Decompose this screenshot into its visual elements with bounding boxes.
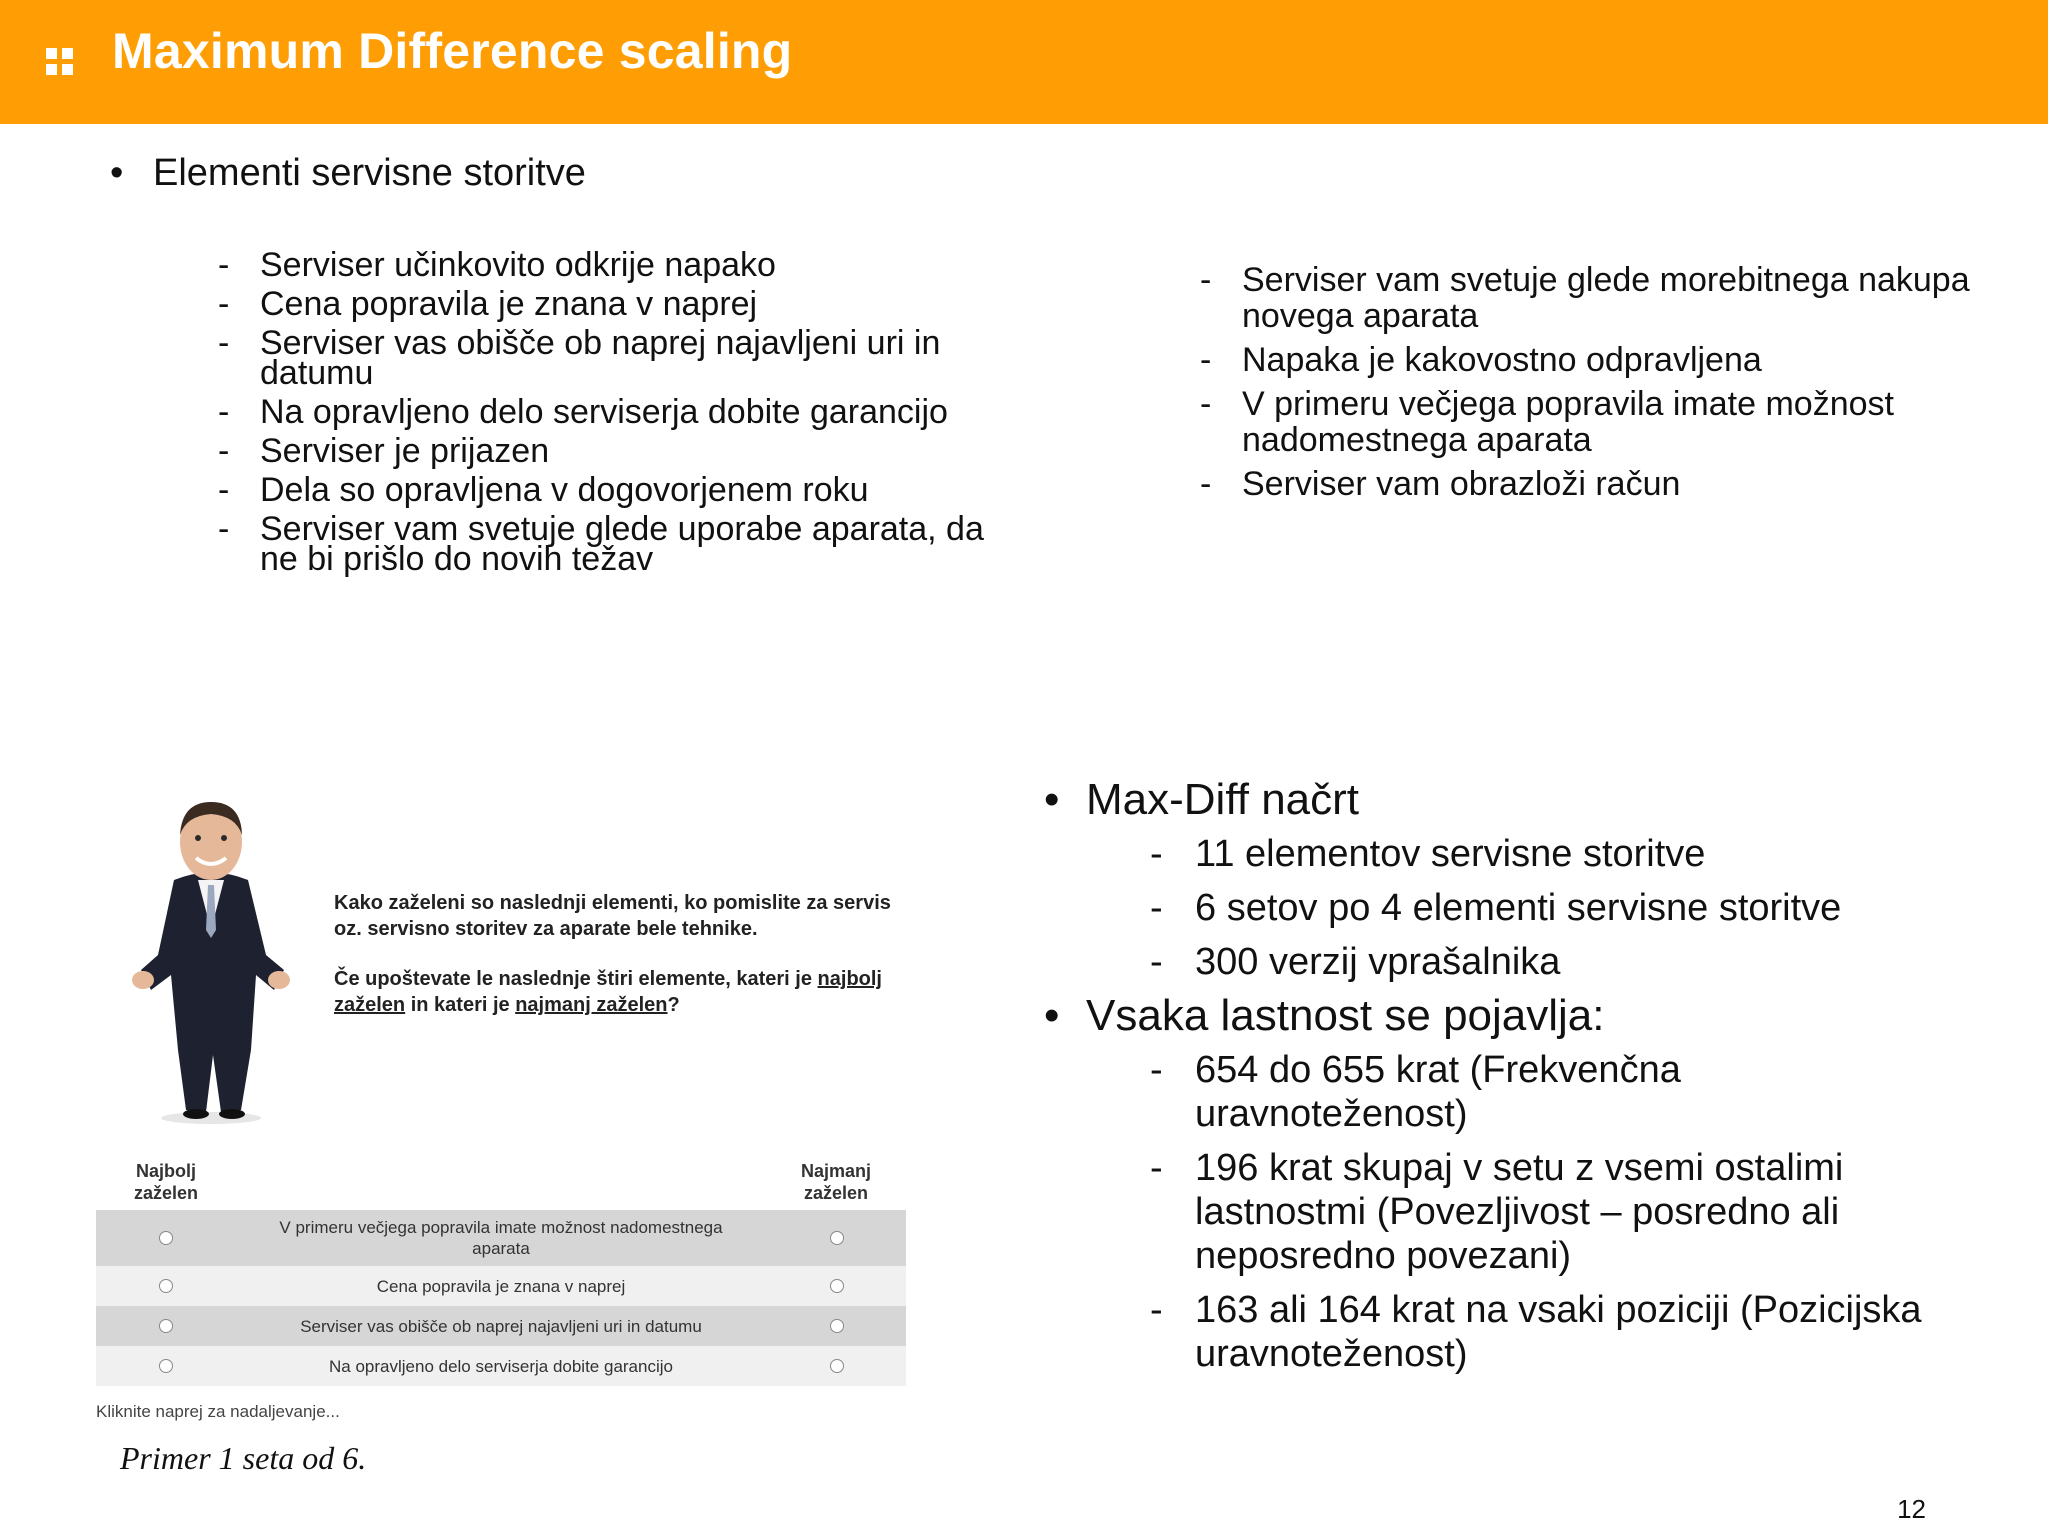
list-item: - Cena popravila je znana v naprej [218,285,758,323]
table-row: Na opravljeno delo serviserja dobite garancijo [96,1346,906,1386]
grid-dots-icon [46,48,78,80]
list-item: - 163 ali 164 krat na vsaki poziciji (Pozicijska uravnoteženost) [1150,1289,1922,1375]
list-item: - Serviser vas obišče ob naprej najavljeni uri in datumu [218,324,941,392]
best-radio[interactable] [159,1279,173,1293]
list-item: - 6 setov po 4 elementi servisne storitve [1150,887,1842,929]
design-bullet: • Max-Diff načrt [1044,775,1360,824]
design-sub-list [1040,832,2020,984]
list-item: - Napaka je kakovostno odpravljena [1200,341,1762,379]
survey-example-image [96,780,906,1420]
continue-link[interactable]: Kliknite naprej za nadaljevanje... [96,1402,340,1421]
main-bullet-text: Elementi servisne storitve [153,152,586,194]
list-item: - Dela so opravljena v dogovorjenem roku [218,471,869,509]
list-item: - Serviser vam svetuje glede uporabe aparata, da ne bi prišlo do novih težav [218,510,984,578]
list-item: - 654 do 655 krat (Frekvenčna uravnoteženost) [1150,1049,1681,1135]
worst-column-header: Najmanj zaželen [800,1161,872,1203]
service-elements-list-left [218,246,1018,583]
page-number: 12 [1897,1494,1926,1524]
maxdiff-design-block [1040,774,2020,1376]
service-elements-list-right [1200,262,2000,510]
occurrence-sub-list [1040,1048,2020,1376]
slide-header [0,0,2048,124]
list-item: - 300 verzij vprašalnika [1150,941,1561,983]
list-item: - 11 elementov servisne storitve [1150,833,1706,875]
list-item: - Serviser vam svetuje glede morebitnega nakupa novega aparata [1200,261,1970,335]
survey-question: Kako zaželeni so naslednji elementi, ko pomislite za servis oz. servisno storitev za aparate bele tehnike. Če upoštevate le naslednje štiri elemente, kateri je najbolj zaželen in kateri je najmanj zaželen? [334,892,891,1016]
table-row: V primeru večjega popravila imate možnost nadomestnega aparata [96,1210,906,1266]
list-item: - V primeru večjega popravila imate možnost nadomestnega aparata [1200,385,1894,459]
best-radio[interactable] [159,1319,173,1333]
list-item: - Serviser učinkovito odkrije napako [218,246,776,284]
bullet-dot: • [110,152,124,194]
best-column-header: Najbolj zaželen [133,1161,199,1203]
image-caption: Primer 1 seta od 6. [120,1440,367,1476]
table-row: Cena popravila je znana v naprej [96,1266,906,1306]
survey-table [96,1210,906,1386]
table-row: Serviser vas obišče ob naprej najavljeni uri in datumu [96,1306,906,1346]
list-item: - Serviser vam obrazloži račun [1200,465,1681,503]
list-item: - Na opravljeno delo serviserja dobite garancijo [218,393,948,431]
worst-radio[interactable] [830,1359,844,1373]
worst-radio[interactable] [830,1231,844,1245]
worst-radio[interactable] [830,1279,844,1293]
occurrence-bullet: • Vsaka lastnost se pojavlja: [1044,991,1605,1040]
slide-title: Maximum Difference scaling [112,23,793,79]
list-item: - 196 krat skupaj v setu z vsemi ostalimi lastnostmi (Povezljivost – posredno ali neposredno povezani) [1150,1147,1844,1277]
businessman-illustration [116,780,306,1125]
list-item: - Serviser je prijazen [218,432,550,470]
worst-radio[interactable] [830,1319,844,1333]
best-radio[interactable] [159,1359,173,1373]
best-radio[interactable] [159,1231,173,1245]
